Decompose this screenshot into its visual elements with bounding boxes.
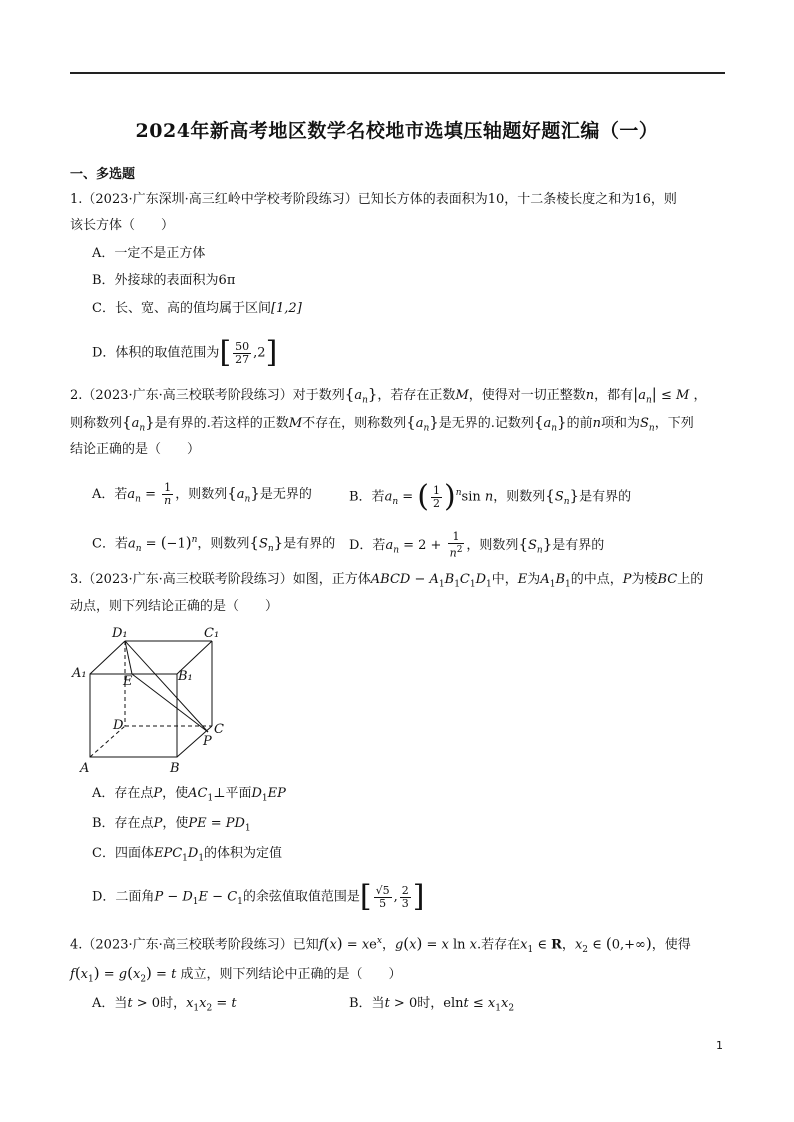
cube-edge-top-left (90, 641, 125, 674)
q2-stem-line1: 2.（2023·广东·高三校联考阶段练习）对于数列$\{a_n\}$，若存在正数M，使得对一切正整数n，都有$|a_n| \le M$ ， (70, 385, 707, 406)
q2-option-d: D．若$a_n = 2$ + $\frac{1}{n^2}$ ，则数列$\{S_n\}$是有界的 (349, 530, 605, 560)
label-a: A (80, 761, 90, 775)
label-c1: C₁ (204, 626, 220, 641)
page-title: 2024年新高考地区数学名校地市选填压轴题好题汇编（一） (135, 120, 659, 142)
q4-option-a: A．当t > 0时，$x_1x_2 = t$ (92, 996, 237, 1014)
page-number: 1 (716, 1039, 723, 1052)
q4-option-b: B．当t > 0时，$elnt \le x_1x_2$ (349, 996, 515, 1014)
q3-option-d: D．二面角$P - D_1E - C_1$的余弦值取值范围是[ $\frac{√5}{5}$ , $\frac{2}{3}$ ] (92, 879, 425, 914)
q1-option-b: B．外接球的表面积为6π (92, 273, 236, 288)
q3-stem-line2: 动点，则下列结论正确的是（ ） (70, 599, 279, 614)
q2-option-b: B．若$a_n$ = ( $\frac{1}{2}$ )$^n$sin n，则数列$\{S_n\}$是有界的 (349, 479, 632, 514)
q1-stem-line2: 该长方体（ ） (70, 218, 175, 233)
label-b: B (170, 761, 180, 775)
q3-stem-line1: 3.（2023·广东·高三校联考阶段练习）如图，正方体ABCD − $A_1B_1C_1D_1$中，E为$A_1B_1$的中点，P为棱BC上的 (70, 572, 704, 590)
cube-figure (70, 620, 240, 775)
section-heading: 一、多选题 (70, 167, 136, 182)
q2-option-a: A．若$a_n$ = $\frac{1}{n}$ ，则数列$\{a_n\}$是无界的 (92, 481, 312, 507)
label-e: E (123, 674, 133, 689)
header-rule (70, 72, 725, 74)
q1-stem-line1: 1.（2023·广东深圳·高三红岭中学校考阶段练习）已知长方体的表面积为10，十二条棱长度之和为16，则 (70, 192, 677, 207)
label-p: P (203, 734, 212, 749)
q3-option-c: C．四面体$EPC_1D_1$的体积为定值 (92, 846, 283, 864)
q2-option-c: C．若$a_n = (-1)^n$，则数列$\{S_n\}$是有界的 (92, 533, 336, 554)
segment-d1p (125, 641, 208, 732)
label-d: D (113, 718, 124, 733)
label-c: C (214, 722, 224, 737)
q1-option-c: C．长、宽、高的值均属于区间[1,2] (92, 301, 302, 316)
q3-option-b: B．存在点P，使PE = $PD_1$ (92, 816, 251, 834)
segment-ep (132, 674, 208, 732)
label-d1: D₁ (112, 626, 128, 641)
cube-front-face (90, 674, 177, 757)
q1-option-d: D．体积的取值范围为[ $\frac{50}{27}$ ,2] (92, 335, 278, 370)
q4-stem-line2: $f(x_1) = g(x_2) = t$ 成立，则下列结论中正确的是（ ） (70, 964, 402, 985)
q1-option-a: A．一定不是正方体 (92, 246, 206, 261)
q3-option-a: A．存在点P，使$AC_1\perp$平面$D_1EP$ (92, 786, 286, 804)
q4-stem-line1: 4.（2023·广东·高三校联考阶段练习）已知$f(x) = xe^x$，g(x) = x ln x.若存在$x_1$ ∈ R，$x_2$ ∈ (0,+∞)，使得 (70, 934, 691, 955)
label-a1: A₁ (72, 666, 87, 681)
q2-stem-line3: 结论正确的是（ ） (70, 442, 201, 457)
label-b1: B₁ (178, 669, 193, 684)
segment-d1e (125, 641, 132, 674)
q2-stem-line2: 则称数列$\{a_n\}$是有界的.若这样的正数M不存在，则称数列$\{a_n\}$是无界的.记数列$\{a_n\}$的前n项和为$S_n$，下列 (70, 413, 694, 434)
